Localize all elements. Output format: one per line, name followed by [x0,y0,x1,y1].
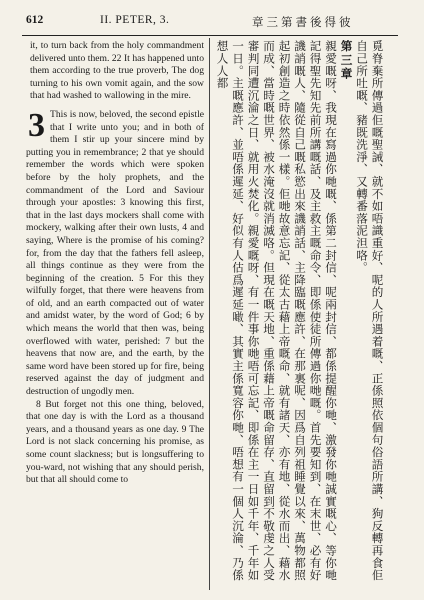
english-paragraph [26,106,204,399]
running-header [20,12,400,32]
header-rule [22,35,398,36]
english-paragraph: 8 But forget not this one thing, beloved, that one day is with the Lord as a thousand years, and a thousand years as one day. 9 The Lord is not slack concerning his promise, as some count slackness; but is longsuffering to you-ward, not wishing that any should perish, but that all should come to [26,398,204,486]
book-title: II. PETER, 3. [100,14,170,26]
column-divider [209,38,210,590]
chinese-vertical-text [214,40,385,588]
english-column [26,40,204,592]
english-paragraph-text: This is now, beloved, the second epistle that I write unto you; and in both of them I stir up your sincere mind by putting you in remembrance; 2 that ye should remember the words which were spoken before by the holy prophets, and the commandment of the Lord and Saviour through your apostles: 3 knowing this first, that in the last days mockers shall come with mockery, walking after their own lusts, 4 and saying, Where is the promise of his coming? for, from the day that the fathers fell asleep, all things continue as they were from the beginning of the creation. 5 For this they wilfully forget, that there were heavens from of old, and an earth compacted out of water and amidst water, by the word of God; 6 by which means the world that then was, being overflowed with water, perished: 7 but the heavens that now are, and the earth, by the same word have been stored up for fire, being reserved against the day of judgment and destruction of ungodly men. [26,108,204,398]
chinese-column [214,40,400,592]
chinese-paragraph: 覓脊棄所傳過佢嘅聖誡、就不如唔識重好、呢的人所遇着嘅、正係照依個句俗語所講、狗反轉再食佢自己所吐嘅、豬既洗淨、又轉番落泥泹咯。 [355,40,385,582]
chinese-chapter-title: 章三第書後得彼 [252,17,354,29]
chinese-chapter-heading: 第三章 [339,40,354,81]
chinese-paragraph: 親愛嘅呀、我現在寫過你哋嘅、係第二封信、呢兩封信、都係提醒你哋、激發你哋誠實嘅心、等你哋記得聖先知先前所講嘅話、及主救主嘅命令、即係使徒所傳過你哋嘅。首先要知到、在末世、必有好譏誚嘅人、隨從自己嘅私慾出來譏誚話、主降臨嘅應許、在那裏呢、因爲自列祖睡覺以來、萬物都照起初創造之時依然係一樣。佢哋故意忘記、從太古藉上帝嘅命、就有諸天、亦有地、從水而出、藉水而成、當時嘅世界、被水淹沒就消滅咯。但現在嘅天地、重係藉上帝嘅命留存、直留到不敬虔之人受審判同遭沉淪之日、就用火焚化。親愛嘅呀、有一件事你哋唔可忘記、即係在主一日如千年、千年如一日。主嘅應許、並唔係遲延、好似有人估爲遲延噉、其實主係寬容你哋、唔想有一個人沉淪、乃係想人人都 [215,40,338,582]
chapter-dropcap: 3 [28,106,45,144]
english-paragraph: it, to turn back from the holy commandment delivered unto them. 22 It has happened unto them according to the true proverb, The dog turning to his own vomit again, and the sow that had washed to wallowing in the mire. [30,40,204,102]
page-number: 612 [26,14,44,26]
